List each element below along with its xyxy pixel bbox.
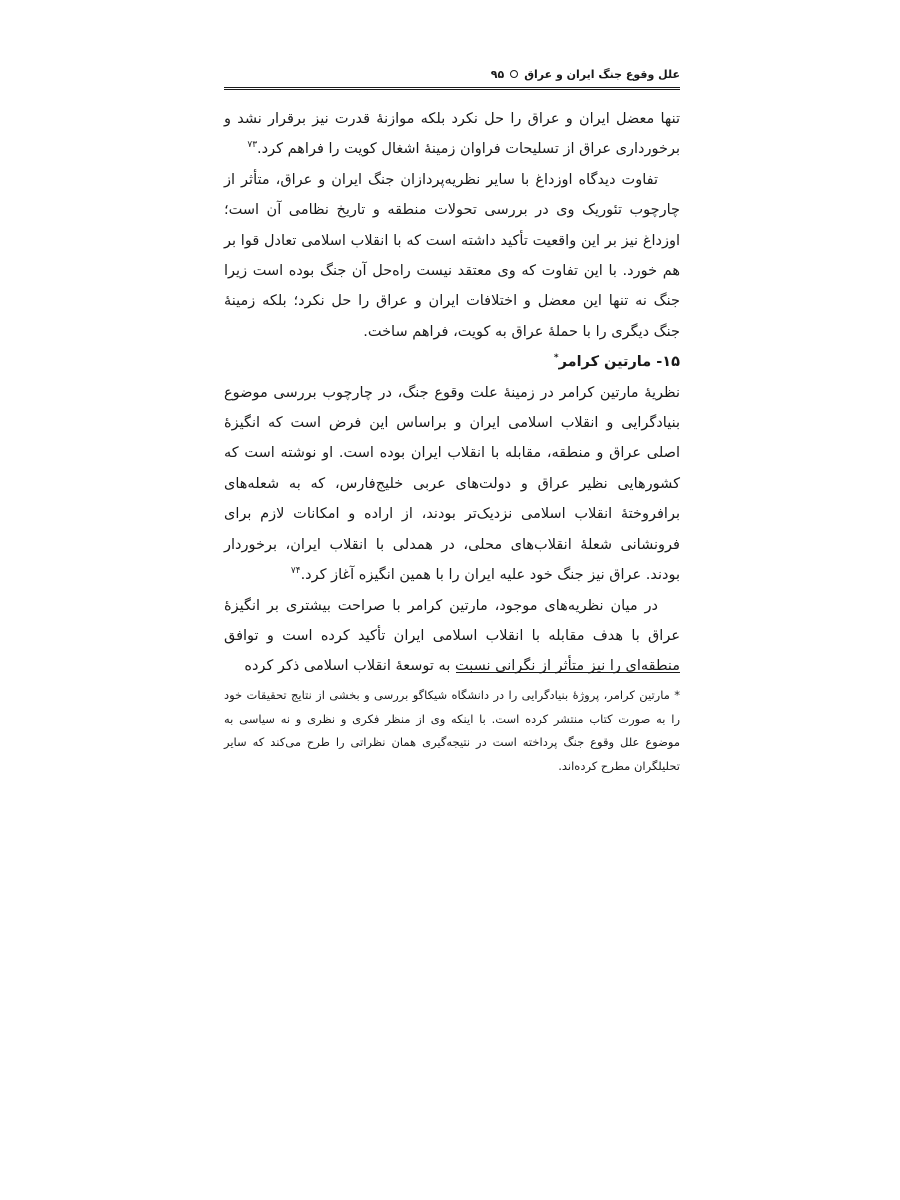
footnote-mark: * xyxy=(553,353,559,364)
header-line xyxy=(491,66,680,84)
running-header xyxy=(224,66,680,92)
paragraph-3 xyxy=(224,378,680,591)
paragraph-1 xyxy=(224,104,680,165)
body-text xyxy=(224,104,680,682)
page-number: ۹۵ xyxy=(490,68,505,81)
running-title: علل وقوع جنگ ایران و عراق xyxy=(524,68,680,81)
footnote-divider xyxy=(456,672,680,673)
paragraph-2: تفاوت دیدگاه اوزداغ با سایر نظریه‌پردازان جنگ ایران و عراق، متأثر از چارچوب تئوریک وی در بررسی تحولات منطقه و تاریخ نظامی آن است؛ اوزداغ نیز بر این واقعیت تأکید داشته است که با انقلاب اسلامی تعادل قوا بر هم خورد. با این تفاوت که وی معتقد نیست راه‌حل آن جنگ بوده است زیرا جنگ نه تنها این معضل و اختلافات ایران و عراق را حل نکرد؛ بلکه زمینهٔ جنگ دیگری را با حملهٔ عراق به کویت، فراهم ساخت. xyxy=(224,171,680,340)
paragraph-1-text: تنها معضل ایران و عراق را حل نکرد بلکه موازنهٔ قدرت نیز برقرار نشد و برخورداری عراق از تسلیحات فراوان زمینهٔ اشغال کویت را فراهم کرد. xyxy=(224,111,680,158)
paragraph-3-text: نظریهٔ مارتین کرامر در زمینهٔ علت وقوع جنگ، در چارچوب بررسی موضوع بنیادگرایی و انقلاب اسلامی ایران و براساس این فرض است که انگیزهٔ اصلی عراق و منطقه، مقابله با انقلاب ایران بوده است. او نوشته است که کشورهایی نظیر عراق و دولت‌های عربی خلیج‌فارس، که به شعله‌های برافروختهٔ انقلاب اسلامی نزدیک‌تر بودند، از اراده و امکانات لازم برای فرونشانی شعلهٔ انقلاب‌های محلی، در همدلی با انقلاب ایران، برخوردار بودند. عراق نیز جنگ خود علیه ایران را با همین انگیزه آغاز کرد. xyxy=(224,384,680,584)
endnote-ref-73: ۷۳ xyxy=(247,140,258,151)
circle-separator-icon xyxy=(510,70,518,78)
footnote: * مارتین کرامر، پروژهٔ بنیادگرایی را در دانشگاه شیکاگو بررسی و بخشی از نتایج تحقیقات خود را به صورت کتاب منتشر کرده است. با اینکه وی از منظر فکری و نظری و نه سیاسی به موضوع علل وقوع جنگ پرداخته است در نتیجه‌گیری همان نظراتی را طرح می‌کند که سایر تحلیلگران مطرح کرده‌اند. xyxy=(224,688,680,773)
endnote-ref-74: ۷۴ xyxy=(290,566,301,577)
paragraph-4: در میان نظریه‌های موجود، مارتین کرامر با صراحت بیشتری بر انگیزهٔ عراق با هدف مقابله با انقلاب اسلامی ایران تأکید کرده است و توافق منطقه‌ای را نیز متأثر از نگرانی نسبت به توسعهٔ انقلاب اسلامی ذکر کرده xyxy=(224,597,680,675)
section-heading-text: ۱۵- مارتین کرامر xyxy=(558,354,680,371)
header-double-rule xyxy=(224,87,680,90)
section-heading xyxy=(224,347,680,377)
